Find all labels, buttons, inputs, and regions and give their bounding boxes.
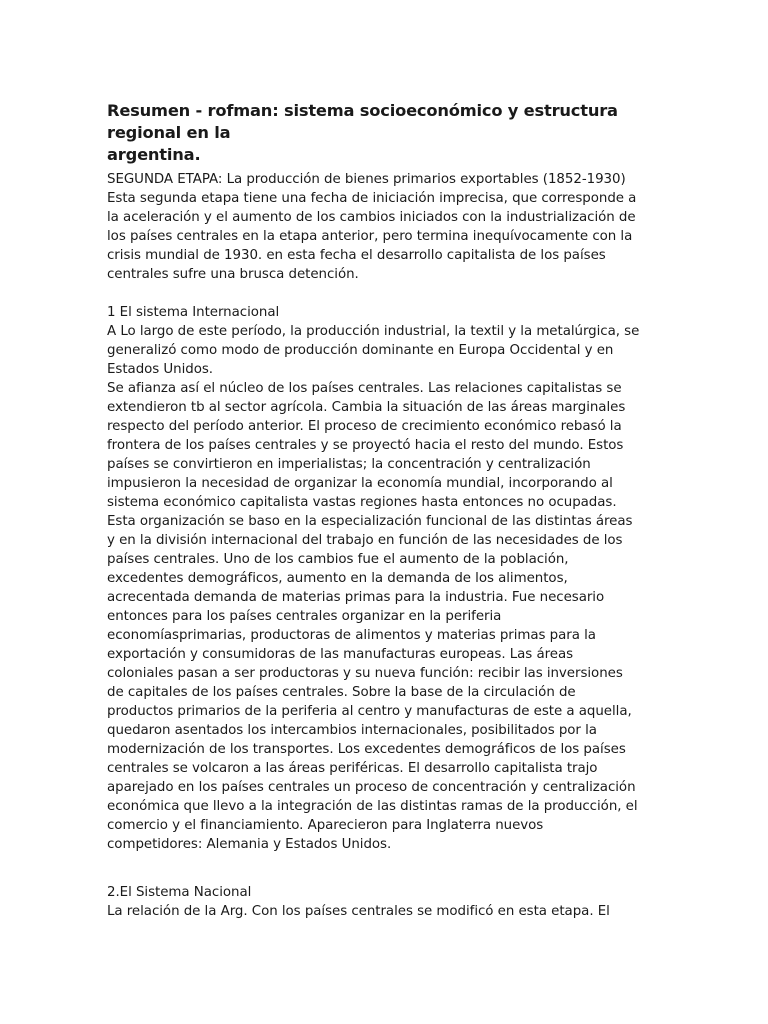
text-line: los países centrales en la etapa anterior, pero termina inequívocamente con la [107,229,633,244]
text-line: entonces para los países centrales organizar en la periferia [107,609,502,624]
text-line: comercio y el financiamiento. Aparecieron para Inglaterra nuevos [107,818,544,833]
text-line: la aceleración y el aumento de los cambios iniciados con la industrialización de [107,210,636,225]
text-line: generalizó como modo de producción dominante en Europa Occidental y en [107,343,614,358]
text-line: impusieron la necesidad de organizar la economía mundial, incorporando al [107,476,613,491]
text-line: crisis mundial de 1930. en esta fecha el desarrollo capitalista de los países [107,248,606,263]
title-line: argentina. [107,145,201,164]
document-page [107,100,667,921]
text-line: sistema económico capitalista vastas regiones hasta entonces no ocupadas. [107,495,617,510]
section-heading: 2.El Sistema Nacional [107,885,252,900]
text-line: quedaron asentados los intercambios internacionales, posibilitados por la [107,723,597,738]
section-heading: 1 El sistema Internacional [107,305,280,320]
text-line: La relación de la Arg. Con los países centrales se modificó en esta etapa. El [107,904,610,919]
text-line: respecto del período anterior. El proceso de crecimiento económico rebasó la [107,419,622,434]
text-line: países se convirtieron en imperialistas; la concentración y centralización [107,457,591,472]
document-title [107,100,667,166]
text-line: Estados Unidos. [107,362,214,377]
text-line: excedentes demográficos, aumento en la demanda de los alimentos, [107,571,568,586]
paragraph-spacer [107,854,667,883]
text-line: A Lo largo de este período, la producción industrial, la textil y la metalúrgica, se [107,324,640,339]
text-line: exportación y consumidoras de las manufacturas europeas. Las áreas [107,647,574,662]
text-line: competidores: Alemania y Estados Unidos. [107,837,392,852]
text-line: económica que llevo a la integración de las distintas ramas de la producción, el [107,799,638,814]
paragraph-spacer [107,284,667,303]
text-line: productos primarios de la periferia al centro y manufacturas de este a aquella, [107,704,632,719]
text-line: Esta organización se baso en la especialización funcional de las distintas áreas [107,514,633,529]
text-line: de capitales de los países centrales. Sobre la base de la circulación de [107,685,576,700]
section-2 [107,883,667,921]
text-line: y en la división internacional del trabajo en función de las necesidades de los [107,533,623,548]
text-line: centrales se volcaron a las áreas periféricas. El desarrollo capitalista trajo [107,761,598,776]
text-line: SEGUNDA ETAPA: La producción de bienes primarios exportables (1852-1930) [107,172,626,187]
text-line: centrales sufre una brusca detención. [107,267,359,282]
text-line: Esta segunda etapa tiene una fecha de iniciación imprecisa, que corresponde a [107,191,637,206]
text-line: modernización de los transportes. Los excedentes demográficos de los países [107,742,626,757]
text-line: países centrales. Uno de los cambios fue el aumento de la población, [107,552,569,567]
text-line: coloniales pasan a ser productoras y su nueva función: recibir las inversiones [107,666,623,681]
section-1 [107,303,667,854]
text-line: economíasprimarias, productoras de alimentos y materias primas para la [107,628,596,643]
text-line: extendieron tb al sector agrícola. Cambia la situación de las áreas marginales [107,400,626,415]
intro-paragraph [107,170,667,284]
text-line: frontera de los países centrales y se proyectó hacia el resto del mundo. Estos [107,438,624,453]
text-line: aparejado en los países centrales un proceso de concentración y centralización [107,780,636,795]
title-line: Resumen - rofman: sistema socioeconómico y estructura regional en la [107,101,618,142]
text-line: Se afianza así el núcleo de los países centrales. Las relaciones capitalistas se [107,381,622,396]
text-line: acrecentada demanda de materias primas para la industria. Fue necesario [107,590,605,605]
